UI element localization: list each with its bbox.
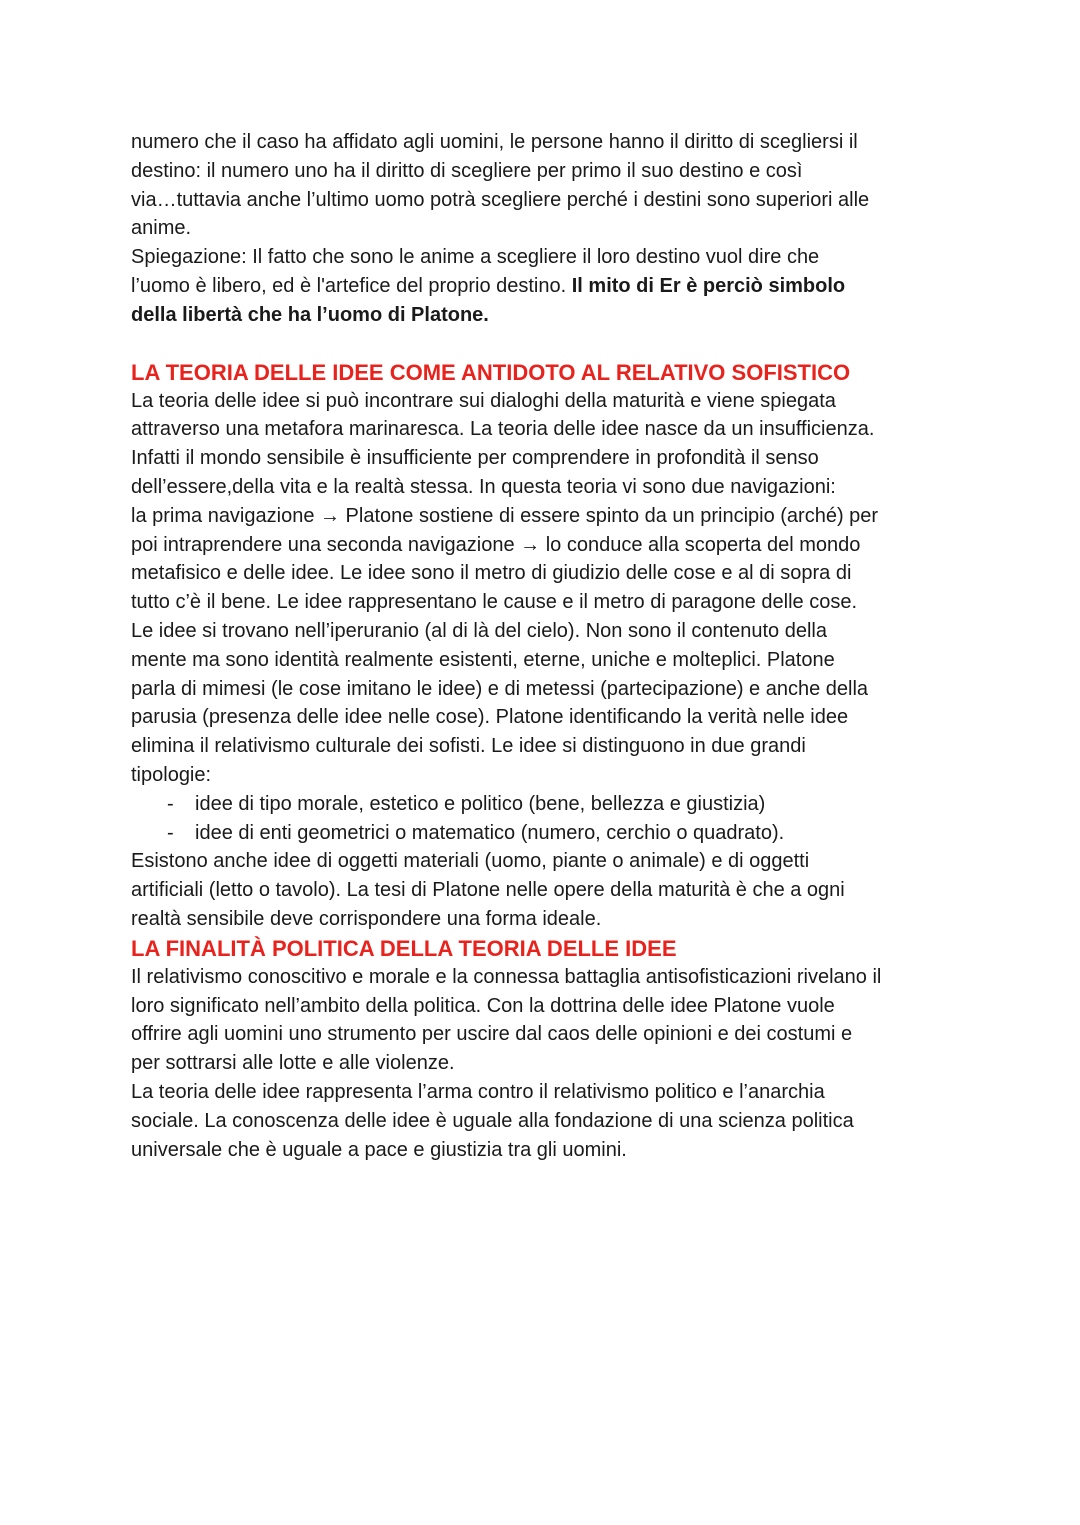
section-spacer	[131, 330, 960, 358]
ideas-type-list	[131, 790, 960, 848]
paragraph-line: tipologie:	[131, 763, 212, 786]
paragraph-line: per sottrarsi alle lotte e alle violenze.	[131, 1052, 455, 1075]
paragraph-line: anime.	[131, 217, 192, 240]
paragraph-line: universale che è uguale a pace e giustizia tra gli uomini.	[131, 1138, 627, 1161]
paragraph-line	[131, 272, 960, 301]
section-body-continued	[131, 847, 960, 933]
list-bullet-marker: -	[167, 821, 174, 844]
paragraph-text: l’uomo è libero, ed è l'artefice del proprio destino.	[131, 274, 572, 297]
paragraph-line: offrire agli uomini uno strumento per uscire dal caos delle opinioni e dei costumi e	[131, 1023, 853, 1046]
section-body	[131, 387, 960, 790]
paragraph-line: dell’essere,della vita e la realtà stessa. In questa teoria vi sono due navigazioni:	[131, 475, 836, 498]
list-bullet-marker: -	[167, 792, 174, 815]
paragraph-line: Le idee si trovano nell’iperuranio (al di là del cielo). Non sono il contenuto della	[131, 619, 827, 642]
section-political-purpose	[131, 934, 960, 1165]
paragraph-line: destino: il numero uno ha il diritto di scegliere per primo il suo destino e così	[131, 159, 803, 182]
list-item	[131, 819, 960, 848]
paragraph-line: Il relativismo conoscitivo e morale e la connessa battaglia antisofisticazioni rivelano il	[131, 965, 882, 988]
paragraph-line: loro significato nell’ambito della politica. Con la dottrina delle idee Platone vuole	[131, 994, 835, 1017]
list-item	[131, 790, 960, 819]
paragraph-line: artificiali (letto o tavolo). La tesi di Platone nelle opere della maturità è che a ogni	[131, 879, 845, 902]
paragraph-line: La teoria delle idee si può incontrare sui dialoghi della maturità e viene spiegata	[131, 389, 836, 412]
paragraph-line: realtà sensibile deve corrispondere una forma ideale.	[131, 907, 602, 930]
paragraph-line: la prima navigazione → Platone sostiene di essere spinto da un principio (arché) per	[131, 504, 879, 527]
section-theory-of-ideas	[131, 358, 960, 934]
list-item-text: idee di tipo morale, estetico e politico (bene, bellezza e giustizia)	[195, 792, 766, 815]
paragraph-line: Esistono anche idee di oggetti materiali (uomo, piante o animale) e di oggetti	[131, 850, 810, 873]
bold-conclusion: della libertà che ha l’uomo di Platone.	[131, 303, 489, 326]
paragraph-line: La teoria delle idee rappresenta l’arma contro il relativismo politico e l’anarchia	[131, 1080, 825, 1103]
section-myth-of-er	[131, 128, 960, 330]
paragraph-line: mente ma sono identità realmente esistenti, eterne, uniche e molteplici. Platone	[131, 648, 835, 671]
paragraph-line: Spiegazione: Il fatto che sono le anime a scegliere il loro destino vuol dire che	[131, 246, 820, 269]
bold-conclusion: Il mito di Er è perciò simbolo	[571, 274, 846, 297]
list-item-text: idee di enti geometrici o matematico (numero, cerchio o quadrato).	[195, 821, 785, 844]
section-heading: LA FINALITÀ POLITICA DELLA TEORIA DELLE IDEE	[131, 935, 677, 961]
paragraph-line: tutto c’è il bene. Le idee rappresentano le cause e il metro di paragone delle cose.	[131, 591, 858, 614]
paragraph-line: via…tuttavia anche l’ultimo uomo potrà scegliere perché i destini sono superiori alle	[131, 188, 870, 211]
section-body	[131, 963, 960, 1165]
paragraph-line: parla di mimesi (le cose imitano le idee) e di metessi (partecipazione) e anche della	[131, 677, 869, 700]
paragraph-line	[131, 301, 960, 330]
paragraph-line: Infatti il mondo sensibile è insufficiente per comprendere in profondità il senso	[131, 447, 819, 470]
section-heading: LA TEORIA DELLE IDEE COME ANTIDOTO AL RELATIVO SOFISTICO	[131, 359, 851, 385]
paragraph-line: poi intraprendere una seconda navigazione → lo conduce alla scoperta del mondo	[131, 533, 861, 556]
paragraph-line: parusia (presenza delle idee nelle cose). Platone identificando la verità nelle idee	[131, 706, 849, 729]
paragraph-line: sociale. La conoscenza delle idee è uguale alla fondazione di una scienza politica	[131, 1109, 854, 1132]
paragraph-line: numero che il caso ha affidato agli uomini, le persone hanno il diritto di scegliersi il	[131, 131, 858, 153]
paragraph-line: elimina il relativismo culturale dei sofisti. Le idee si distinguono in due grandi	[131, 735, 806, 758]
paragraph-line: attraverso una metafora marinaresca. La teoria delle idee nasce da un insufficienza.	[131, 418, 875, 441]
paragraph-line: metafisico e delle idee. Le idee sono il metro di giudizio delle cose e al di sopra di	[131, 562, 852, 585]
